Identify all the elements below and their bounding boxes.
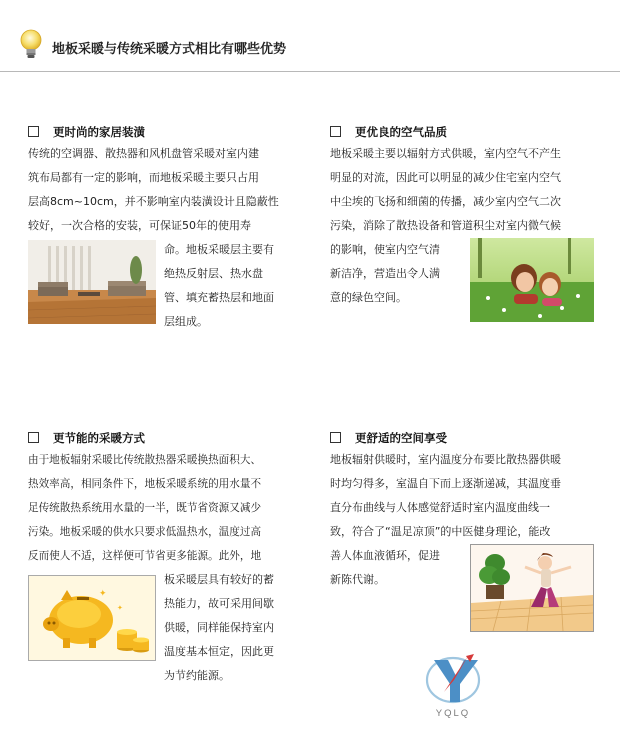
section-text-air: 地板采暖主要以辐射方式供暖，室内空气不产生 明显的对流，因此可以明显的减少住宅室内空气 中尘埃的飞扬和细菌的传播，减少室内空气二次 污染，消除了散热设备和管道积尘对室内微气候 的影响，使室内空气清 新洁净，营造出令人满 意的绿色空间。 <box>330 147 561 304</box>
checkbox-square-icon <box>28 432 39 443</box>
section-text-energy-wrap: 板采暖层具有较好的蓄 热能力，故可采用间歇 供暖，同样能保持室内 温度基本恒定，因此更 为节约能源。 <box>164 573 274 682</box>
section-heading-energy: 更节能的采暖方式 <box>28 430 145 446</box>
company-logo <box>418 652 488 724</box>
section-text-comfort: 地板辐射供暖时，室内温度分布要比散热器供暖 时均匀得多，室温自下而上逐渐递减，其温度垂 直分布曲线与人体感觉舒适时室内温度曲线一 致，符合了“温足凉顶”的中医健身理论，能改 善人体血液循环，促进 新陈代谢。 <box>330 453 561 586</box>
checkbox-square-icon <box>330 432 341 443</box>
header-divider <box>0 71 620 72</box>
checkbox-square-icon <box>28 126 39 137</box>
piggy-bank-illustration <box>28 575 156 661</box>
logo-emblem-icon <box>418 652 488 708</box>
svg-text:✦: ✦ <box>99 589 107 599</box>
section-heading-comfort: 更舒适的空间享受 <box>330 430 447 446</box>
checkbox-square-icon <box>330 126 341 137</box>
light-bulb-icon <box>18 28 44 62</box>
section-heading-fashion: 更时尚的家居装潢 <box>28 124 145 140</box>
relaxing-woman-illustration <box>470 544 594 632</box>
page-title: 地板采暖与传统采暖方式相比有哪些优势 <box>52 42 287 57</box>
svg-text:✦: ✦ <box>117 604 123 612</box>
page-header <box>0 0 620 70</box>
section-text-fashion-wrap: 命。地板采暖层主要有 绝热反射层、热水盘 管、填充蓄热层和地面 层组成。 <box>164 243 274 328</box>
logo-text: YQLQ <box>435 708 471 719</box>
section-text-fashion: 传统的空调器、散热器和风机盘管采暖对室内建 筑布局都有一定的影响，而地板采暖主要只占用 层高8cm~10cm，并不影响室内装潢设计且隐蔽性 较好，一次合格的安装，可保证50年的使用寿 <box>28 147 279 232</box>
mother-child-grass-photo <box>470 238 594 322</box>
section-text-energy: 由于地板辐射采暖比传统散热器采暖换热面积大、 热效率高，相同条件下，地板采暖系统的用水量不 足传统散热系统用水量的一半，既节省资源又减少 污染。地板采暖的供水只要求低温热水，温度过高 反而使人不适，这样便可节省更多能源。此外，地 <box>28 454 262 562</box>
section-heading-air: 更优良的空气品质 <box>330 124 447 140</box>
living-room-photo <box>28 240 156 324</box>
